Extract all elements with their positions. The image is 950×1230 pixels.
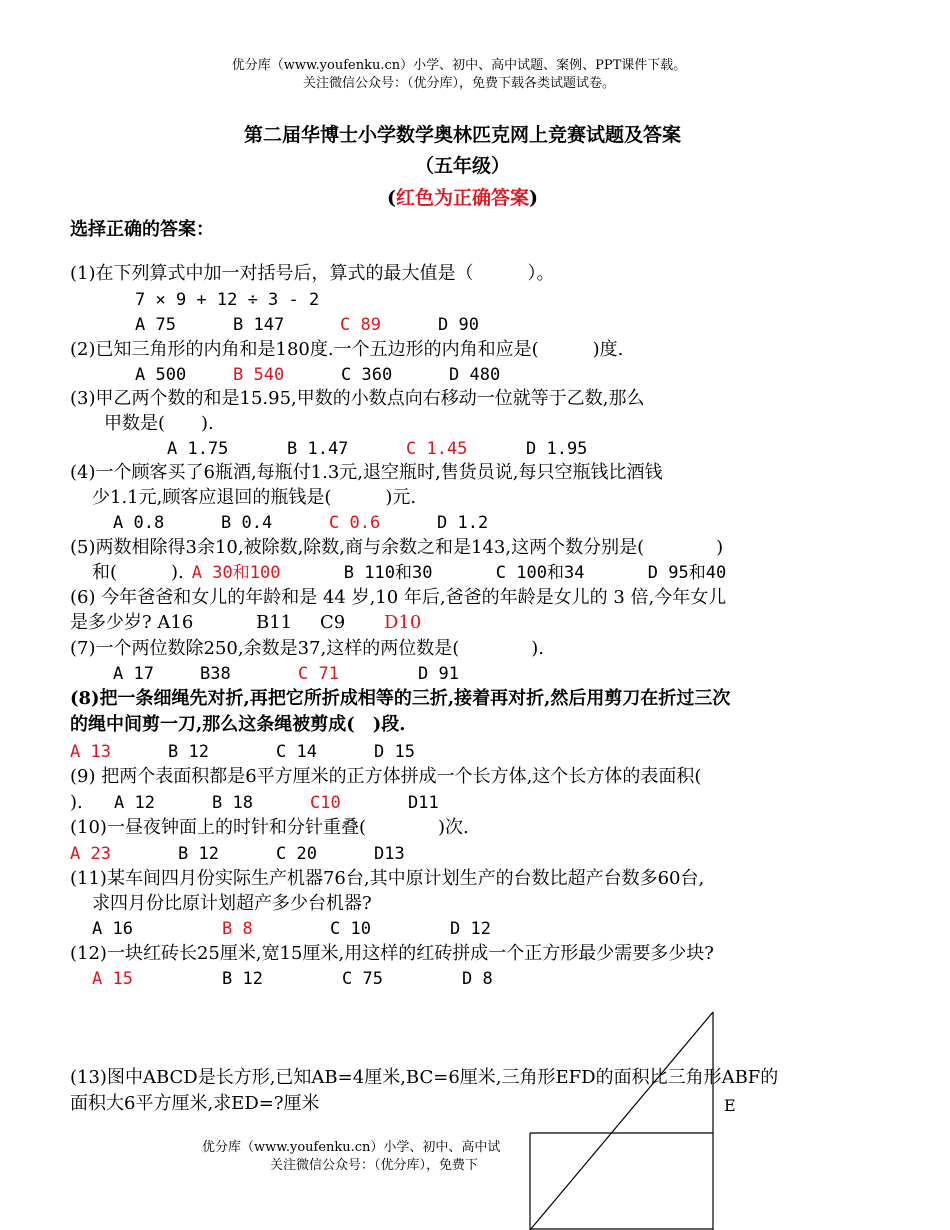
q3-option-c: C 1.45 <box>406 439 468 459</box>
q10-option-a: A 23 <box>70 844 111 864</box>
q1-expression: 7 × 9 + 12 ÷ 3 - 2 <box>135 290 320 310</box>
q4-option-b: B 0.4 <box>221 513 273 533</box>
q3-option-a: A 1.75 <box>167 439 229 459</box>
q13-line-1: (13)图中ABCD是长方形,已知AB=4厘米,BC=6厘米,三角形EFD的面积比三角形ABF的 <box>70 1067 779 1088</box>
q6-line-1: (6) 今年爸爸和女儿的年龄和是 44 岁,10 年后,爸爸的年龄是女儿的 3 倍,今年女儿 <box>70 587 727 608</box>
note-paren-close: ) <box>529 187 538 209</box>
grade-subtitle: （五年级） <box>414 155 510 177</box>
q5-option-c: C 100和34 <box>495 563 585 583</box>
q11-option-b: B 8 <box>222 919 253 939</box>
q7-option-a: A 17 <box>113 664 154 684</box>
q8-option-d: D 15 <box>374 742 415 762</box>
section-heading: 选择正确的答案： <box>70 219 214 240</box>
q9-option-c: C10 <box>310 793 341 813</box>
q13-line-2: 面积大6平方厘米,求ED=?厘米 <box>70 1093 320 1114</box>
q6-option-d: D10 <box>384 612 422 633</box>
q7-text: (7)一个两位数除250,余数是37,这样的两位数是( ). <box>70 638 544 659</box>
q3-line-2: 甲数是( ). <box>104 413 214 434</box>
q7-option-c: C 71 <box>298 664 339 684</box>
q4-line-1: (4)一个顾客买了6瓶酒,每瓶付1.3元,退空瓶时,售货员说,每只空瓶钱比酒钱 <box>70 462 663 483</box>
q2-option-c: C 360 <box>341 365 393 385</box>
q11-line-1: (11)某车间四月份实际生产机器76台,其中原计划生产的台数比超产台数多60台, <box>70 868 705 889</box>
q1-option-b: B 147 <box>233 315 285 335</box>
q10-option-d: D13 <box>374 844 405 864</box>
q8-option-a: A 13 <box>70 742 111 762</box>
footer-line-1: 优分库（www.youfenku.cn）小学、初中、高中试 <box>202 1140 501 1155</box>
q5-line-2-prefix: 和( ). <box>92 562 184 583</box>
q11-option-d: D 12 <box>450 919 491 939</box>
footer-line-2: 关注微信公众号：（优分库），免费下 <box>270 1158 479 1173</box>
q7-option-d: D 91 <box>418 664 459 684</box>
q3-option-b: B 1.47 <box>287 439 349 459</box>
q11-option-a: A 16 <box>92 919 133 939</box>
q10-option-c: C 20 <box>276 844 317 864</box>
q12-text: (12)一块红砖长25厘米,宽15厘米,用这样的红砖拼成一个正方形最少需要多少块? <box>70 943 714 964</box>
q4-option-a: A 0.8 <box>113 513 165 533</box>
q2-option-d: D 480 <box>449 365 501 385</box>
q5-option-b: B 110和30 <box>343 563 433 583</box>
q6-line-2-prefix: 是多少岁? A16 <box>70 612 194 633</box>
q9-option-d: D11 <box>408 793 439 813</box>
q1-option-c: C 89 <box>340 315 381 335</box>
page-title: 第二届华博士小学数学奥林匹克网上竞赛试题及答案 <box>243 124 681 146</box>
q11-option-c: C 10 <box>330 919 371 939</box>
figure-diagonal <box>530 1012 713 1230</box>
q9-line-1: (9) 把两个表面积都是6平方厘米的正方体拼成一个长方体,这个长方体的表面积( <box>70 766 702 787</box>
q5-option-a: A 30和100 <box>191 563 281 583</box>
q2-text: (2)已知三角形的内角和是180度.一个五边形的内角和应是( )度. <box>70 339 624 360</box>
q9-line-2-prefix: ). <box>70 792 83 813</box>
q12-option-b: B 12 <box>222 969 263 989</box>
header-line-1: 优分库（www.youfenku.cn）小学、初中、高中试题、案例、PPT课件下载。 <box>231 58 687 73</box>
q7-option-b: B38 <box>200 664 231 684</box>
q9-option-b: B 18 <box>212 793 253 813</box>
q5-option-d: D 95和40 <box>647 563 727 583</box>
q4-option-c: C 0.6 <box>329 513 381 533</box>
note-paren-open: ( <box>386 187 396 209</box>
q1-option-d: D 90 <box>438 315 479 335</box>
q6-option-b: B11 <box>256 612 293 633</box>
q8-option-b: B 12 <box>168 742 209 762</box>
q12-option-a: A 15 <box>92 969 133 989</box>
q2-option-b: B 540 <box>233 365 285 385</box>
q12-option-c: C 75 <box>342 969 383 989</box>
q8-line-2: 的绳中间剪一刀,那么这条绳被剪成( )段. <box>70 714 406 735</box>
q1-text: (1)在下列算式中加一对括号后，算式的最大值是（ ）。 <box>70 263 555 284</box>
figure-label-e: E <box>724 1096 736 1115</box>
q6-option-c: C9 <box>320 612 346 633</box>
q4-option-d: D 1.2 <box>437 513 489 533</box>
q1-option-a: A 75 <box>135 315 176 335</box>
note-text: 红色为正确答案 <box>395 187 529 209</box>
q2-option-a: A 500 <box>135 365 187 385</box>
q8-option-c: C 14 <box>276 742 317 762</box>
q3-option-d: D 1.95 <box>526 439 588 459</box>
q10-option-b: B 12 <box>178 844 219 864</box>
q9-option-a: A 12 <box>114 793 155 813</box>
header-line-2: 关注微信公众号：（优分库），免费下载各类试题试卷。 <box>302 76 615 91</box>
q4-line-2: 少1.1元,顾客应退回的瓶钱是( )元. <box>92 487 417 508</box>
q8-line-1: (8)把一条细绳先对折,再把它所折成相等的三折,接着再对折,然后用剪刀在折过三次 <box>70 688 731 709</box>
q11-line-2: 求四月份比原计划超产多少台机器? <box>92 893 372 914</box>
q12-option-d: D 8 <box>462 969 493 989</box>
q10-text: (10)一昼夜钟面上的时针和分针重叠( )次. <box>70 817 469 838</box>
q3-line-1: (3)甲乙两个数的和是15.95,甲数的小数点向右移动一位就等于乙数,那么 <box>70 388 645 409</box>
q5-line-1: (5)两数相除得3余10,被除数,除数,商与余数之和是143,这两个数分别是( ) <box>70 537 724 558</box>
